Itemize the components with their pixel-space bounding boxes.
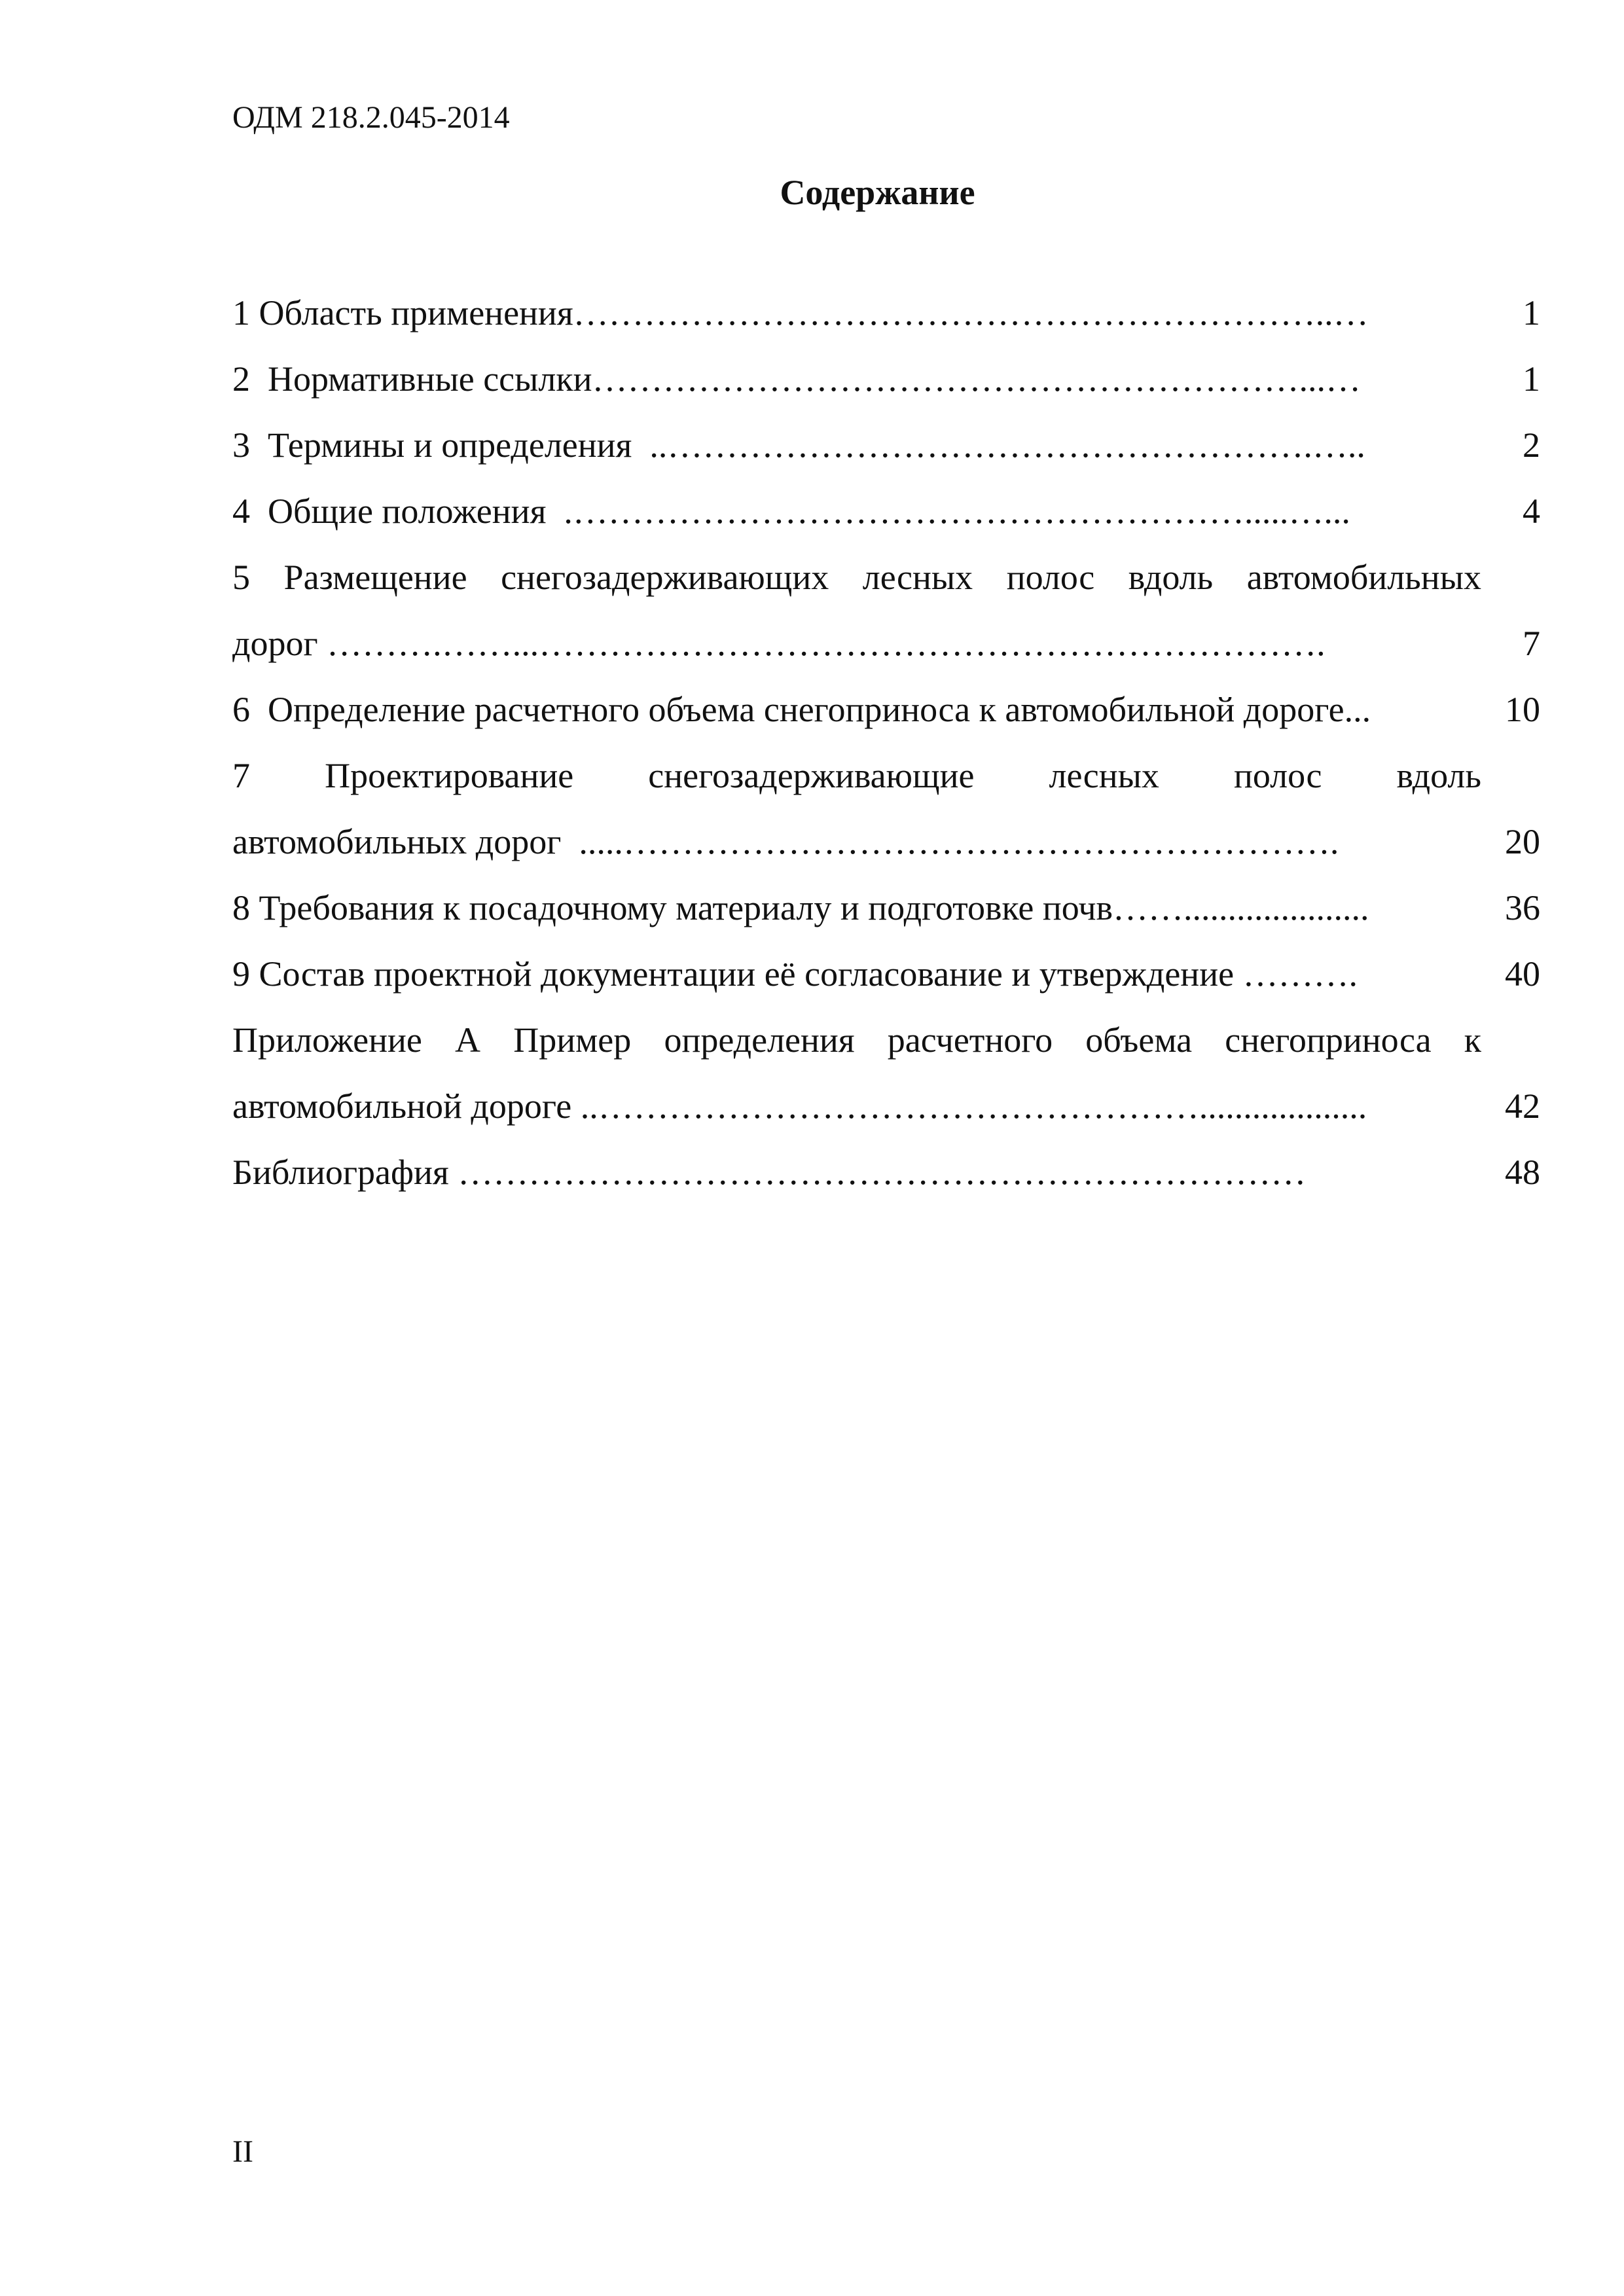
toc-entry-page: 1 bbox=[1523, 359, 1540, 399]
toc-entry bbox=[232, 743, 1540, 809]
toc-entry-text: автомобильных дорог .....……………………………………………………. bbox=[232, 822, 1339, 861]
toc-entry bbox=[232, 1007, 1540, 1073]
toc-entry-page: 42 bbox=[1505, 1086, 1540, 1126]
toc-entry bbox=[232, 1139, 1540, 1206]
toc-entry-page: 2 bbox=[1523, 425, 1540, 465]
toc-entry-text: 3 Термины и определения ..……………………………………………….….. bbox=[232, 425, 1365, 465]
toc-entry bbox=[232, 809, 1540, 875]
toc-entry bbox=[232, 875, 1540, 941]
toc-entry-page: 48 bbox=[1505, 1153, 1540, 1192]
toc-entry-text: дорог ……….……...…………………………………………………………. bbox=[232, 624, 1326, 663]
toc-entry bbox=[232, 1073, 1540, 1139]
toc-entry-text: 1 Область применения………………………………………………………..… bbox=[232, 293, 1369, 332]
toc-entry-text: 9 Состав проектной документации её согласование и утверждение ………. bbox=[232, 954, 1358, 994]
toc-entry-page: 20 bbox=[1505, 822, 1540, 861]
page-number: II bbox=[232, 2134, 253, 2169]
toc-entry-text: 5 Размещение снегозадерживающих лесных полос вдоль автомобильных bbox=[232, 558, 1481, 597]
toc-entry-page: 7 bbox=[1523, 624, 1540, 663]
toc-entry-page: 36 bbox=[1505, 888, 1540, 927]
toc-entry-page: 40 bbox=[1505, 954, 1540, 994]
toc-entry-text: 6 Определение расчетного объема снегоприноса к автомобильной дороге... bbox=[232, 690, 1371, 729]
toc-entry-page: 10 bbox=[1505, 690, 1540, 729]
toc-entry bbox=[232, 941, 1540, 1007]
toc-entry-text: Приложение А Пример определения расчетного объема снегоприноса к bbox=[232, 1020, 1481, 1060]
toc-entry bbox=[232, 677, 1540, 743]
toc-entry-text: Библиография ……………………………………………………………… bbox=[232, 1153, 1307, 1192]
toc-entry bbox=[232, 611, 1540, 677]
table-of-contents bbox=[232, 280, 1540, 1206]
toc-entry-text: 8 Требования к посадочному материалу и подготовке почв……..................... bbox=[232, 888, 1369, 927]
toc-title: Содержание bbox=[780, 173, 975, 212]
toc-entry-text: 7 Проектирование снегозадерживающие лесных полос вдоль bbox=[232, 756, 1481, 795]
toc-entry bbox=[232, 545, 1540, 611]
toc-entry-page: 1 bbox=[1523, 293, 1540, 332]
toc-entry bbox=[232, 280, 1540, 346]
toc-entry bbox=[232, 412, 1540, 478]
toc-entry-text: автомобильной дороге ..……………………………………………................... bbox=[232, 1086, 1367, 1126]
toc-entry-text: 2 Нормативные ссылки……………………………………………………...… bbox=[232, 359, 1361, 399]
toc-entry bbox=[232, 346, 1540, 412]
toc-entry-page: 4 bbox=[1523, 492, 1540, 531]
toc-entry bbox=[232, 478, 1540, 545]
toc-entry-text: 4 Общие положения .………………………………………………….....…... bbox=[232, 492, 1350, 531]
document-code: ОДМ 218.2.045-2014 bbox=[232, 100, 510, 135]
